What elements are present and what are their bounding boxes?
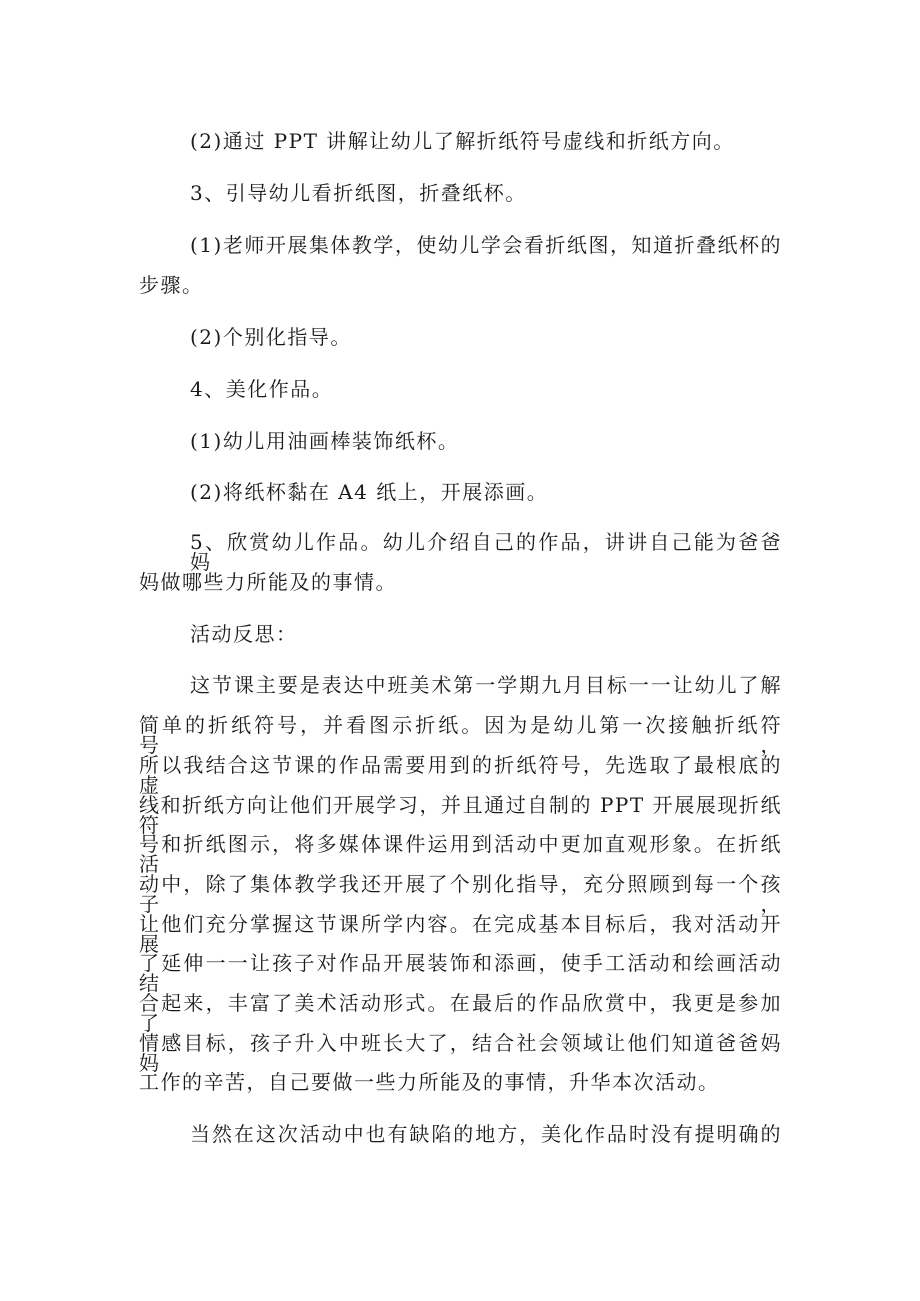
text-line-6: 4、美化作品。 bbox=[190, 377, 334, 401]
text-line-7: (1)幼儿用油画棒装饰纸杯。 bbox=[190, 429, 460, 453]
text-line-4: 步骤。 bbox=[139, 273, 204, 297]
text-line-1: (2)通过 PPT 讲解让幼儿了解折纸符号虚线和折纸方向。 bbox=[190, 129, 735, 153]
text-line-15: 线和折纸方向让他们开展学习，并且通过自制的 PPT 开展展现折纸符 bbox=[139, 793, 782, 837]
text-line-20: 合起来，丰富了美术活动形式。在最后的作品欣赏中，我更是参加了 bbox=[139, 991, 782, 1035]
text-line-23: 当然在这次活动中也有缺陷的地方，美化作品时没有提明确的 bbox=[190, 1122, 782, 1146]
text-line-2: 3、引导幼儿看折纸图，折叠纸杯。 bbox=[190, 181, 527, 205]
text-line-21: 情感目标，孩子升入中班长大了，结合社会领域让他们知道爸爸妈妈 bbox=[139, 1031, 782, 1075]
text-line-14: 所以我结合这节课的作品需要用到的折纸符号，先选取了最根底的虚 bbox=[139, 753, 782, 797]
text-line-18: 让他们充分掌握这节课所学内容。在完成基本目标后，我对活动开展 bbox=[139, 912, 782, 956]
text-line-9: 5、欣赏幼儿作品。幼儿介绍自己的作品，讲讲自己能为爸爸妈 bbox=[190, 530, 782, 574]
text-line-17: 动中，除了集体教学我还开展了个别化指导，充分照顾到每一个孩子， bbox=[139, 872, 782, 916]
text-line-3: (1)老师开展集体教学，使幼儿学会看折纸图，知道折叠纸杯的 bbox=[190, 233, 782, 257]
text-line-22: 工作的辛苦，自己要做一些力所能及的事情，升华本次活动。 bbox=[139, 1070, 720, 1094]
text-line-10: 妈做哪些力所能及的事情。 bbox=[139, 570, 397, 594]
text-line-19: 了延伸一一让孩子对作品开展装饰和添画，使手工活动和绘画活动结 bbox=[139, 951, 782, 995]
text-line-8: (2)将纸杯黏在 A4 纸上，开展添画。 bbox=[190, 480, 549, 504]
section-heading: 活动反思： bbox=[190, 622, 298, 646]
text-line-5: (2)个别化指导。 bbox=[190, 325, 352, 349]
text-line-12: 这节课主要是表达中班美术第一学期九月目标一一让幼儿了解 bbox=[190, 673, 782, 697]
text-line-16: 号和折纸图示，将多媒体课件运用到活动中更加直观形象。在折纸活 bbox=[139, 832, 782, 876]
text-line-13: 简单的折纸符号，并看图示折纸。因为是幼儿第一次接触折纸符号， bbox=[139, 713, 782, 757]
